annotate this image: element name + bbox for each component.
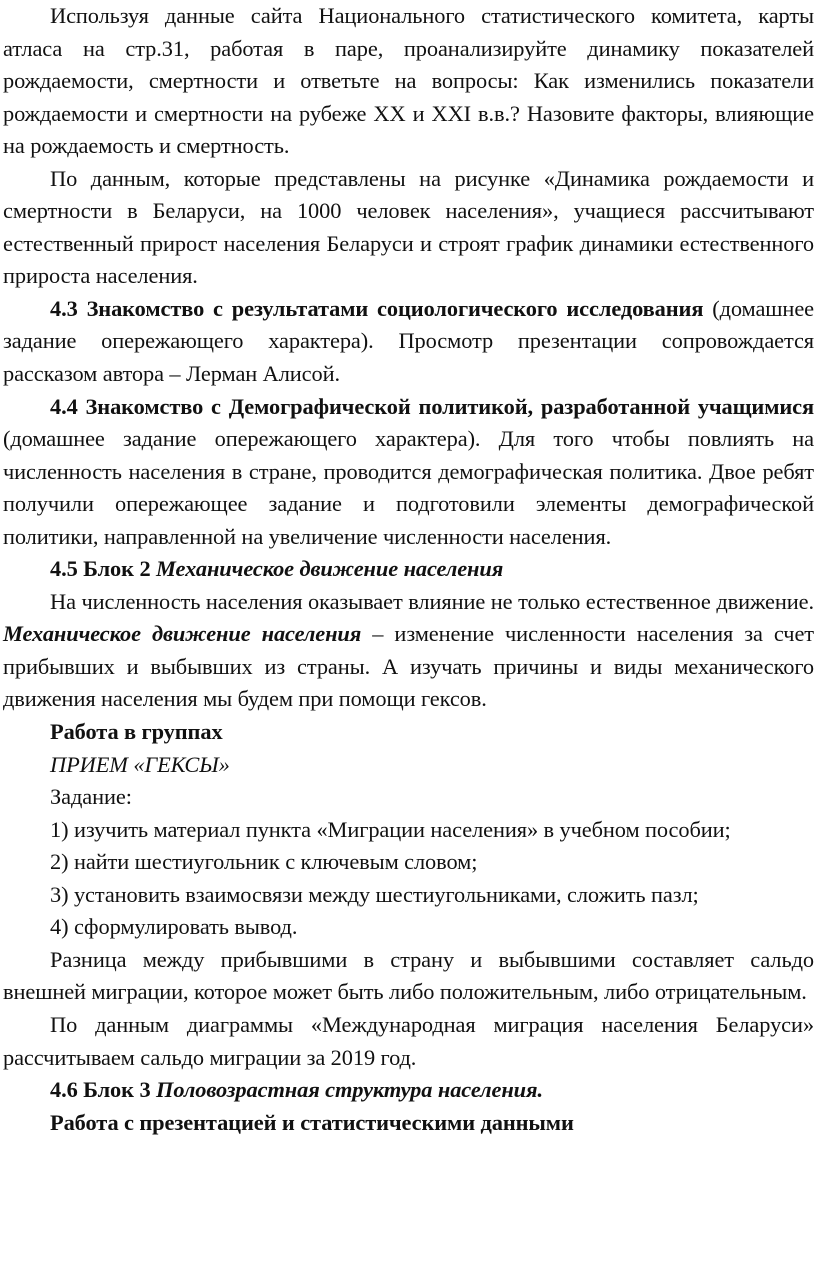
paragraph-section-4-3 — [3, 293, 814, 391]
section-4-6-number: 4.6 Блок 3 — [50, 1077, 157, 1103]
section-4-6-title: Половозрастная структура населения. — [156, 1077, 543, 1103]
section-4-4-heading: 4.4 Знакомство с Демографической политикой, разработанной учащимися — [50, 393, 814, 419]
task-step-1: 1) изучить материал пункта «Миграции населения» в учебном пособии; — [50, 816, 731, 842]
mechanical-movement-intro: На численность населения оказывает влияние не только естественное движение. — [50, 588, 814, 614]
section-4-3-heading: 4.3 Знакомство с результатами социологического исследования — [50, 295, 704, 321]
section-4-5-heading — [3, 553, 814, 586]
task-label: Задание: — [50, 784, 132, 810]
task-step-4: 4) сформулировать вывод. — [50, 914, 298, 940]
paragraph-birth-death-task: Используя данные сайта Национального статистического комитета, карты атласа на стр.31, работая в паре, проанализируйте динамику показателей рождаемости, смертности и ответьте на вопросы: Как изменились показатели рождаемости и смертности на рубеже XX и XXI в.в.? Назовите факторы, влияющие на рождаемость и смертность. — [3, 3, 814, 159]
paragraph-mechanical-movement — [3, 586, 814, 716]
section-4-3-text: (домашнее задание опережающего характера). Просмотр презентации сопровождается рассказом автора – Лерман Алисой. — [3, 295, 814, 387]
paragraph-migration-2019: По данным диаграммы «Международная миграция населения Беларуси» рассчитываем сальдо миграции за 2019 год. — [3, 1011, 814, 1070]
mechanical-movement-term: Механическое движение населения — [3, 621, 362, 647]
group-work-heading: Работа в группах — [50, 719, 223, 745]
mechanical-movement-definition: – изменение численности населения за счет прибывших и выбывших из страны. А изучать причины и виды механического движения населения мы будем при помощи гексов. — [3, 621, 814, 712]
hexes-technique-heading: ПРИЕМ «ГЕКСЫ» — [50, 751, 230, 777]
section-4-4-text: (домашнее задание опережающего характера). Для того чтобы повлиять на численность населения в стране, проводится демографическая политика. Двое ребят получили опережающее задание и подготовили элементы демографической политики, направленной на увеличение численности населения. — [3, 426, 814, 549]
section-4-5-title: Механическое движение населения — [156, 556, 504, 582]
presentation-work-heading: Работа с презентацией и статистическими данными — [50, 1109, 574, 1135]
paragraph-natural-growth-chart: По данным, которые представлены на рисунке «Динамика рождаемости и смертности в Беларуси, на 1000 человек населения», учащиеся рассчитывают естественный прирост населения Беларуси и строят график динамики естественного прироста населения. — [3, 165, 814, 289]
section-4-6-heading — [3, 1074, 814, 1107]
paragraph-migration-balance: Разница между прибывшими в страну и выбывшими составляет сальдо внешней миграции, которое может быть либо положительным, либо отрицательным. — [3, 946, 814, 1005]
section-4-5-number: 4.5 Блок 2 — [50, 556, 157, 582]
task-step-2: 2) найти шестиугольник с ключевым словом; — [50, 849, 478, 875]
task-step-3: 3) установить взаимосвязи между шестиугольниками, сложить пазл; — [50, 881, 699, 907]
paragraph-section-4-4 — [3, 391, 814, 554]
